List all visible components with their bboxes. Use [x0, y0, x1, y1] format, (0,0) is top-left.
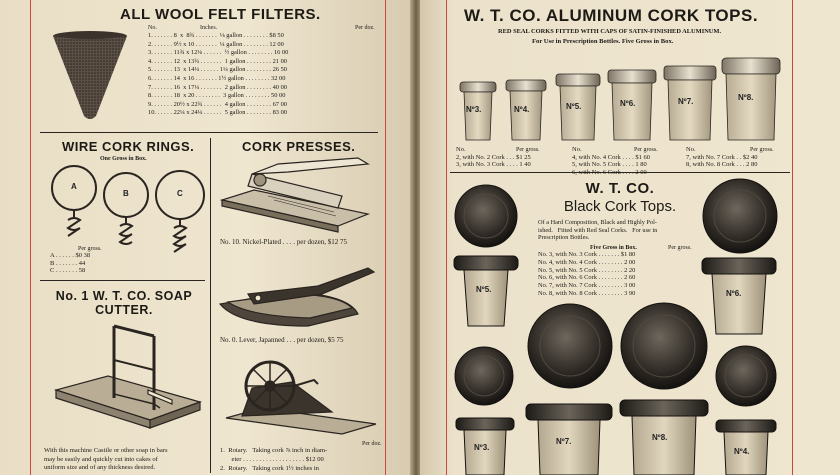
black-top-label: Nº8.: [652, 433, 668, 442]
table-row: 10. . . . . . 22¼ x 24¼ . . . . . . 5 gallon . . . . . . . . 83 00: [148, 109, 287, 117]
top-label: Nº8.: [738, 93, 754, 102]
black-top-label: Nº5.: [476, 285, 492, 294]
table-row: 5. . . . . . . 13 x 14¼ . . . . . . 1¼ gallon . . . . . . . . 26 50: [148, 66, 287, 74]
description-line: may be easily and quickly cut into cakes of: [44, 455, 158, 463]
per-gross-1: Per gross.: [516, 147, 540, 153]
ring-label-c: C: [177, 189, 183, 198]
description-line: Prescription Bottles.: [538, 234, 590, 242]
table-row: 3, with No. 3 Cork . . . . 1 40: [456, 161, 531, 169]
table-row: 9. . . . . . . 20½ x 22¾ . . . . . . 4 gallon . . . . . . . . 67 00: [148, 100, 287, 108]
table-row: C . . . . . . . 58: [50, 267, 86, 274]
top-label: Nº7.: [678, 97, 694, 106]
soap-cutter-description: [44, 447, 168, 473]
top-label: Nº4.: [514, 105, 530, 114]
cork-presses-title: CORK PRESSES.: [242, 139, 356, 154]
table-row: No. 6, with No. 6 Cork . . . . . . . . 2 60: [538, 274, 636, 282]
black-top-label: Nº4.: [734, 447, 750, 456]
description-line: Of a Hard Composition, Black and Highly Pol-: [538, 219, 657, 226]
black-tops-title-1: W. T. CO.: [585, 180, 655, 197]
ring-label-a: A: [71, 182, 77, 191]
felt-filter-cone-image: [52, 30, 128, 122]
table-row: 7, with No. 7 Cork . . $2 40: [686, 153, 758, 161]
table-row: 2. . . . . . . 9½ x 10 . . . . . . . ¼ gallon . . . . . . . . 12 00: [148, 40, 284, 48]
table-row: 2, with No. 2 Cork . . . $1 25: [456, 153, 531, 161]
description-line: eter . . . . . . . . . . . . . . . . . . . $12 00: [220, 455, 324, 463]
right-page: [420, 0, 840, 475]
black-top-label: Nº3.: [474, 443, 490, 452]
cork-press-item-1: No. 10. Nickel-Plated . . . . per dozen, $12 75: [220, 238, 347, 246]
black-tops-title-2: Black Cork Tops.: [563, 198, 677, 215]
table-row: 8, with No. 8 Cork . . . 2 80: [686, 161, 758, 169]
black-per-gross: Per gross.: [668, 245, 692, 251]
table-row: No.: [572, 146, 582, 153]
black-box-note: Five Gross in Box.: [590, 245, 637, 251]
table-row: No. 3, with No. 3 Cork . . . . . . . $1 80: [538, 251, 636, 258]
felt-filters-title: ALL WOOL FELT FILTERS.: [120, 6, 321, 23]
per-gross-2: Per gross.: [634, 147, 658, 153]
per-gross-3: Per gross.: [750, 147, 774, 153]
aluminum-sub1: RED SEAL CORKS FITTED WITH CAPS OF SATIN-FINISHED ALUMINUM.: [498, 28, 722, 35]
black-top-label: Nº6.: [726, 289, 742, 298]
column-divider: [210, 138, 211, 473]
felt-filter-price-list: [148, 32, 288, 118]
cork-press-lever-image: [218, 264, 378, 330]
left-page: [0, 0, 412, 475]
top-label: Nº5.: [566, 102, 582, 111]
table-row: 3. . . . . . . 11¾ x 12⅛ . . . . . . ½ gallon . . . . . . . . 16 00: [148, 49, 289, 57]
table-row: 6, with No. 6 Cork . . . . 2 00: [572, 168, 647, 176]
soap-cutter-image: [52, 320, 204, 440]
aluminum-sub2: For Use in Prescription Bottles. Five Gross in Box.: [532, 38, 674, 45]
description-line: uniform size and of any thickness desired.: [44, 464, 156, 471]
table-row: No.: [686, 146, 696, 153]
table-row: 4, with No. 4 Cork . . . . $1 60: [572, 153, 650, 161]
top-label: Nº3.: [466, 105, 482, 114]
black-cork-tops-image: [420, 0, 840, 475]
wire-rings-subtitle: One Gross in Box.: [100, 156, 147, 162]
margin-rule: [385, 0, 386, 475]
table-row: 5, with No. 5 Cork . . . . 1 80: [572, 161, 647, 169]
table-row: B . . . . . . . 44: [50, 259, 86, 267]
description-line: 1. Rotary. Taking cork ⅞ inch in diam-: [220, 447, 328, 454]
table-row: 6. . . . . . . 14 x 16 . . . . . . . 1½ gallon . . . . . . . . 32 00: [148, 74, 286, 82]
ring-label-b: B: [123, 189, 129, 198]
felt-col-per-doz: Per doz.: [355, 25, 375, 31]
rotary-per-doz: Per doz.: [362, 441, 382, 447]
rings-price-list: [50, 252, 90, 275]
table-row: 1. . . . . . . 8 x 8¾ . . . . . . . ⅛ gallon . . . . . . . . $8 50: [148, 32, 284, 39]
table-row: 7. . . . . . . 16 x 17¼ . . . . . . . 2 gallon . . . . . . . . 40 00: [148, 83, 287, 91]
rings-per-gross: Per gross.: [78, 246, 102, 252]
top-label: Nº6.: [620, 99, 636, 108]
cork-press-item-3: [220, 447, 327, 473]
soap-cutter-title-2: CUTTER.: [95, 303, 153, 317]
description-line: ished. Fitted with Red Seal Corks. For use in: [538, 226, 658, 234]
table-row: No.: [456, 146, 466, 153]
section-divider: [40, 132, 378, 133]
aluminum-tops-title: W. T. CO. ALUMINUM CORK TOPS.: [464, 6, 759, 25]
cork-press-rotary-image: [222, 358, 378, 438]
soap-cutter-title-1: No. 1 W. T. CO. SOAP: [55, 289, 193, 303]
table-row: No. 5, with No. 5 Cork . . . . . . . . 2 20: [538, 266, 636, 274]
description-line: With this machine Castile or other soap in bars: [44, 447, 168, 454]
felt-col-no: No.: [148, 25, 157, 31]
table-row: 4. . . . . . . 12 x 13¾ . . . . . . . 1 gallon . . . . . . . . 21 00: [148, 57, 287, 65]
cork-press-item-2: No. 0. Lever, Japanned . . . per dozen, $5 75: [220, 336, 344, 344]
felt-col-inches: Inches.: [200, 25, 218, 31]
description-line: 2. Rotary. Taking cork 1½ inches in: [220, 464, 319, 472]
cork-press-nickel-image: [218, 156, 378, 234]
table-row: 8. . . . . . . 18 x 20 . . . . . . . . 3 gallon . . . . . . . . 50 00: [148, 92, 286, 100]
wire-cork-rings-title: WIRE CORK RINGS.: [62, 139, 195, 154]
table-row: No. 8, with No. 8 Cork . . . . . . . . 3 90: [538, 289, 636, 297]
table-row: A . . . . . . $0 38: [50, 252, 91, 259]
margin-rule: [30, 0, 31, 475]
table-row: No. 4, with No. 4 Cork . . . . . . . . 2 00: [538, 258, 636, 266]
table-row: No. 7, with No. 7 Cork . . . . . . . . 3 00: [538, 282, 636, 290]
section-divider: [40, 280, 205, 281]
black-top-label: Nº7.: [556, 437, 572, 446]
